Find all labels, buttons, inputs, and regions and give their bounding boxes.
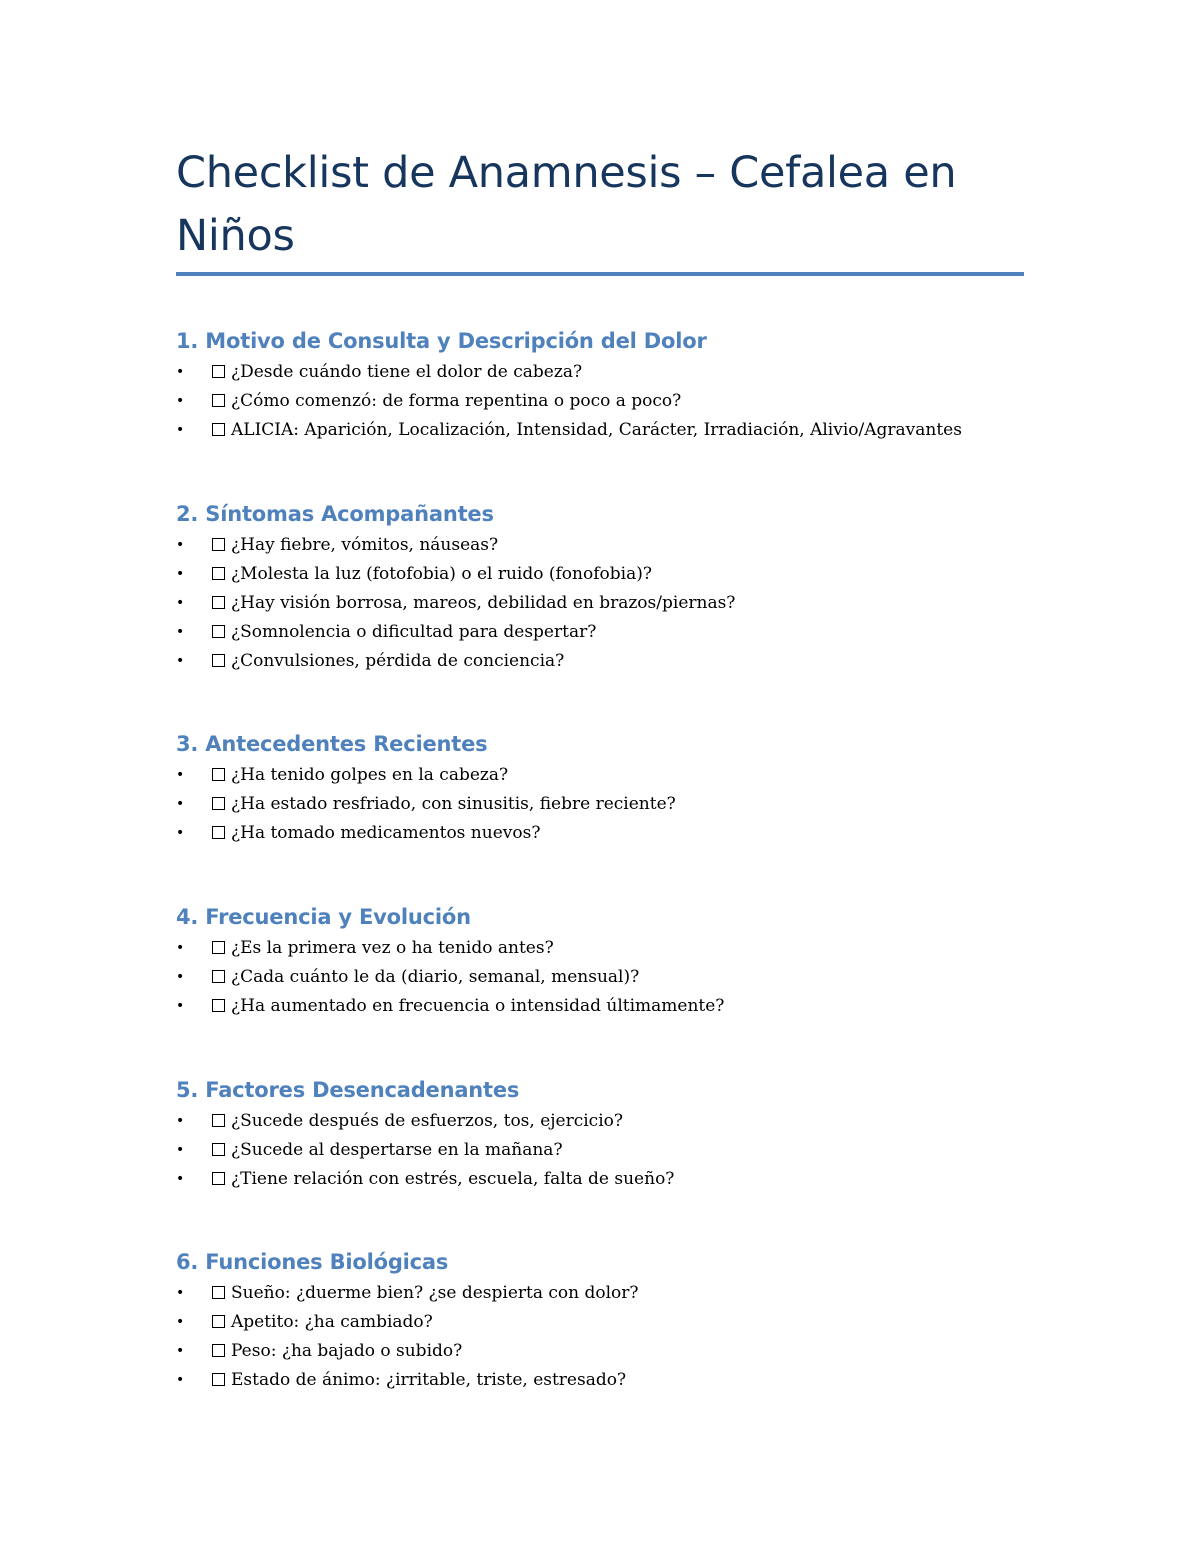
checklist-item — [176, 992, 1076, 1021]
bullet-icon: • — [176, 1142, 185, 1158]
bullet-icon: • — [176, 566, 185, 582]
section-heading: 4. Frecuencia y Evolución — [176, 905, 471, 929]
checklist-item — [176, 934, 1076, 963]
section-heading: 3. Antecedentes Recientes — [176, 732, 488, 756]
section-frecuencia-evolucion — [176, 902, 1076, 1021]
section-factores-desencadenantes — [176, 1075, 1076, 1194]
checkbox-icon[interactable] — [212, 394, 225, 407]
checklist-item-text: Peso: ¿ha bajado o subido? — [231, 1341, 463, 1361]
checklist-item-text: ¿Cada cuánto le da (diario, semanal, mensual)? — [231, 967, 640, 987]
checklist-item-text: ¿Desde cuándo tiene el dolor de cabeza? — [231, 362, 583, 382]
checkbox-icon[interactable] — [212, 596, 225, 609]
checklist-item-text: ¿Hay visión borrosa, mareos, debilidad en brazos/piernas? — [231, 593, 736, 613]
section-heading: 6. Funciones Biológicas — [176, 1250, 449, 1274]
checkbox-icon[interactable] — [212, 1114, 225, 1127]
checkbox-icon[interactable] — [212, 365, 225, 378]
checklist-item-text: ¿Molesta la luz (fotofobia) o el ruido (fonofobia)? — [231, 564, 652, 584]
checklist-item — [176, 1308, 1076, 1337]
checklist-item-text: ¿Tiene relación con estrés, escuela, falta de sueño? — [231, 1169, 675, 1189]
section-heading: 1. Motivo de Consulta y Descripción del Dolor — [176, 329, 707, 353]
checklist-item — [176, 819, 1076, 848]
bullet-icon: • — [176, 940, 185, 956]
checklist-item-text: ¿Ha aumentado en frecuencia o intensidad últimamente? — [231, 996, 725, 1016]
checkbox-icon[interactable] — [212, 1172, 225, 1185]
checkbox-icon[interactable] — [212, 797, 225, 810]
checklist-item — [176, 1165, 1076, 1194]
checklist-item — [176, 358, 1076, 387]
checklist-item — [176, 647, 1076, 676]
checkbox-icon[interactable] — [212, 1315, 225, 1328]
checklist-item-text: ¿Somnolencia o dificultad para despertar? — [231, 622, 597, 642]
bullet-icon: • — [176, 796, 185, 812]
checklist-item — [176, 1337, 1076, 1366]
checklist — [176, 1107, 1076, 1194]
checkbox-icon[interactable] — [212, 625, 225, 638]
checklist-item — [176, 761, 1076, 790]
checklist-item — [176, 1366, 1076, 1395]
checkbox-icon[interactable] — [212, 999, 225, 1012]
checkbox-icon[interactable] — [212, 970, 225, 983]
checklist-item — [176, 560, 1076, 589]
bullet-icon: • — [176, 595, 185, 611]
checklist-item — [176, 618, 1076, 647]
checklist-item-text: ALICIA: Aparición, Localización, Intensidad, Carácter, Irradiación, Alivio/Agravantes — [231, 420, 962, 440]
checklist-item-text: Estado de ánimo: ¿irritable, triste, estresado? — [231, 1370, 627, 1390]
checklist-item-text: Sueño: ¿duerme bien? ¿se despierta con dolor? — [231, 1283, 639, 1303]
bullet-icon: • — [176, 1372, 185, 1388]
checklist-item-text: ¿Hay fiebre, vómitos, náuseas? — [231, 535, 499, 555]
bullet-icon: • — [176, 1314, 185, 1330]
checklist — [176, 358, 1076, 445]
bullet-icon: • — [176, 1343, 185, 1359]
checkbox-icon[interactable] — [212, 826, 225, 839]
checkbox-icon[interactable] — [212, 538, 225, 551]
checklist-item — [176, 1279, 1076, 1308]
checklist-item-text: ¿Ha estado resfriado, con sinusitis, fiebre reciente? — [231, 794, 676, 814]
page-title: Checklist de Anamnesis – Cefalea en Niños — [176, 148, 957, 261]
checklist-item — [176, 416, 1076, 445]
bullet-icon: • — [176, 624, 185, 640]
bullet-icon: • — [176, 969, 185, 985]
checklist-item-text: ¿Ha tenido golpes en la cabeza? — [231, 765, 509, 785]
section-antecedentes-recientes — [176, 729, 1076, 848]
checklist-item-text: ¿Convulsiones, pérdida de conciencia? — [231, 651, 565, 671]
checklist-item — [176, 387, 1076, 416]
bullet-icon: • — [176, 364, 185, 380]
checklist-item-text: ¿Es la primera vez o ha tenido antes? — [231, 938, 554, 958]
bullet-icon: • — [176, 393, 185, 409]
checklist-item-text: ¿Ha tomado medicamentos nuevos? — [231, 823, 541, 843]
bullet-icon: • — [176, 825, 185, 841]
title-underline — [176, 272, 1024, 276]
bullet-icon: • — [176, 998, 185, 1014]
checkbox-icon[interactable] — [212, 1344, 225, 1357]
bullet-icon: • — [176, 422, 185, 438]
checklist — [176, 1279, 1076, 1395]
bullet-icon: • — [176, 1113, 185, 1129]
checklist-item — [176, 790, 1076, 819]
bullet-icon: • — [176, 1285, 185, 1301]
checklist — [176, 761, 1076, 848]
checkbox-icon[interactable] — [212, 423, 225, 436]
bullet-icon: • — [176, 653, 185, 669]
section-funciones-biologicas — [176, 1247, 1076, 1395]
checklist-item — [176, 1136, 1076, 1165]
checkbox-icon[interactable] — [212, 1373, 225, 1386]
section-sintomas-acompanantes — [176, 499, 1076, 676]
checkbox-icon[interactable] — [212, 1286, 225, 1299]
bullet-icon: • — [176, 767, 185, 783]
checkbox-icon[interactable] — [212, 567, 225, 580]
checklist — [176, 934, 1076, 1021]
checklist-item — [176, 589, 1076, 618]
section-motivo-consulta — [176, 326, 1076, 445]
checklist-item-text: ¿Sucede después de esfuerzos, tos, ejercicio? — [231, 1111, 623, 1131]
checklist-item — [176, 963, 1076, 992]
checklist-item-text: ¿Sucede al despertarse en la mañana? — [231, 1140, 563, 1160]
checkbox-icon[interactable] — [212, 1143, 225, 1156]
checkbox-icon[interactable] — [212, 654, 225, 667]
bullet-icon: • — [176, 537, 185, 553]
bullet-icon: • — [176, 1171, 185, 1187]
checklist-item — [176, 531, 1076, 560]
checkbox-icon[interactable] — [212, 941, 225, 954]
section-heading: 2. Síntomas Acompañantes — [176, 502, 494, 526]
checklist — [176, 531, 1076, 676]
checklist-item-text: Apetito: ¿ha cambiado? — [231, 1312, 433, 1332]
checklist-item-text: ¿Cómo comenzó: de forma repentina o poco a poco? — [231, 391, 682, 411]
checkbox-icon[interactable] — [212, 768, 225, 781]
section-heading: 5. Factores Desencadenantes — [176, 1078, 520, 1102]
checklist-item — [176, 1107, 1076, 1136]
